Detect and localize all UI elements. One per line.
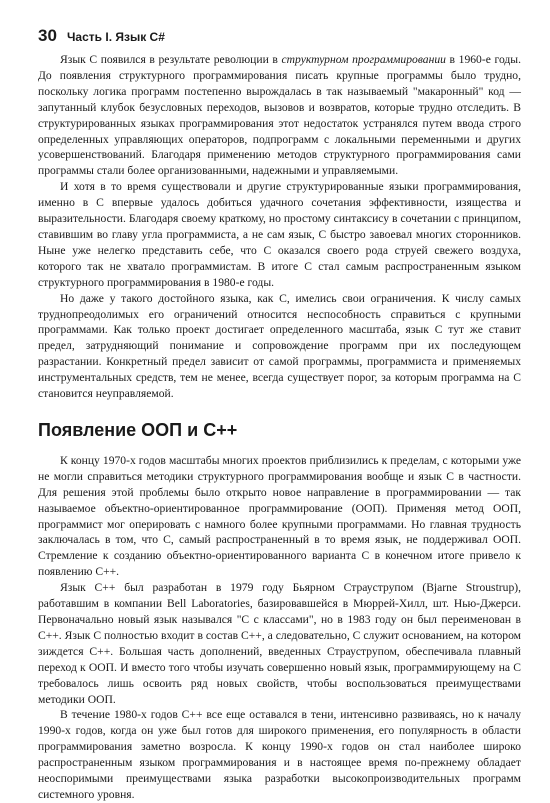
section-heading-oop-cpp: Появление ООП и С++ xyxy=(38,419,238,440)
emphasis-structured-programming: структурном программировании xyxy=(281,53,446,66)
paragraph-c-limitations: Но даже у такого достойного языка, как С, имелись свои ограничения. К числу самых труднопреодолимых его ограничений относится неспособность справиться с крупными программами. Как только проект достигает определенного масштаба, язык С тут же ставит предел, затрудняющий понимание и сопровождение программ при их последующем разрастании. Конкретный предел зависит от самой программы, программиста и применяемых инструментальных средств, тем не менее, всегда существует порог, за которым программа на С становится неуправляемой. xyxy=(38,291,521,401)
paragraph-cpp-creation: Язык С++ был разработан в 1979 году Бьярном Страуструпом (Bjarne Stroustrup), работавшим в компании Bell Laboratories, базировавшейся в Мюррей-Хилл, шт. Нью-Джерси. Первоначально новый язык назывался "С с классами", но в 1983 году он был переименован в С++. Язык С полностью входит в состав С++, а следовательно, С служит основанием, на котором зиждется С++. Большая часть дополнений, введенных Страуструпом, обеспечивала плавный переход к ООП. И вместо того чтобы изучать совершенно новый язык, программирующему на С требовалось лишь освоить ряд новых свойств, чтобы воспользоваться преимуществами методики ООП. xyxy=(38,581,521,706)
paragraph-structured-programming xyxy=(38,52,521,179)
paragraph-text: Язык С появился в результате революции в xyxy=(60,53,282,66)
paragraph-c-popularity: И хотя в то время существовали и другие структурированные языки программирования, именно в С впервые удалось добиться удачного сочетания эффективности, изящества и выразительности. Благодаря своему краткому, но простому синтаксису в сочетании с принципом, ставившим во главу угла программиста, а не сам язык, С быстро завоевал многих сторонников. Ныне уже нелегко представить себе, что С оказался своего рода струей свежего воздуха, которого так не хватало программистам. В итоге С стал самым распространенным языком структурного программирования в 1980-е годы. xyxy=(38,180,521,289)
paragraph-cpp-growth: В течение 1980-х годов С++ все еще оставался в тени, интенсивно развиваясь, но к началу 1990-х годов, когда он уже был готов для широкого применения, его популярность в области программирования заметно возросла. К концу 1990-х годов он стал наиболее широко распространенным языком программирования и в настоящее время по-прежнему обладает неоспоримыми преимуществами языка разработки высокопроизводительных программ системного уровня. xyxy=(38,708,521,801)
paragraph-text: в 1960-е годы. До появления структурного программирования писать крупные программы было трудно, поскольку логика программ постепенно вырождалась в так называемый "макаронный" код — запутанный клубок безусловных переходов, вызовов и возвратов, которые трудно отследить. В структурированных языках программирования этот недостаток устранялся путем ввода строго определенных управляющих операторов, подпрограмм с локальными переменными и других усовершенствований. Благодаря применению методов структурного программирования сами программы стали более организованными, надежными и управляемыми. xyxy=(38,53,521,178)
paragraph-oop-origin: К концу 1970-х годов масштабы многих проектов приблизились к пределам, с которыми уже не могли справиться методики структурного программирования вообще и язык С в частности. Для решения этой проблемы было открыто новое направление в программировании — так называемое объектно-ориентированное программирование (ООП). Применяя метод ООП, программист мог оперировать с намного более крупными программами. Но главная трудность заключалась в том, что С, самый распространенный в то время язык, не поддерживал ООП. Стремление к созданию объектно-ориентированного варианта С в конечном итоге привело к появлению С++. xyxy=(38,453,521,579)
page-body xyxy=(38,52,521,803)
running-header xyxy=(38,26,518,46)
running-title: Часть I. Язык C# xyxy=(67,30,165,44)
page-number: 30 xyxy=(38,26,57,45)
